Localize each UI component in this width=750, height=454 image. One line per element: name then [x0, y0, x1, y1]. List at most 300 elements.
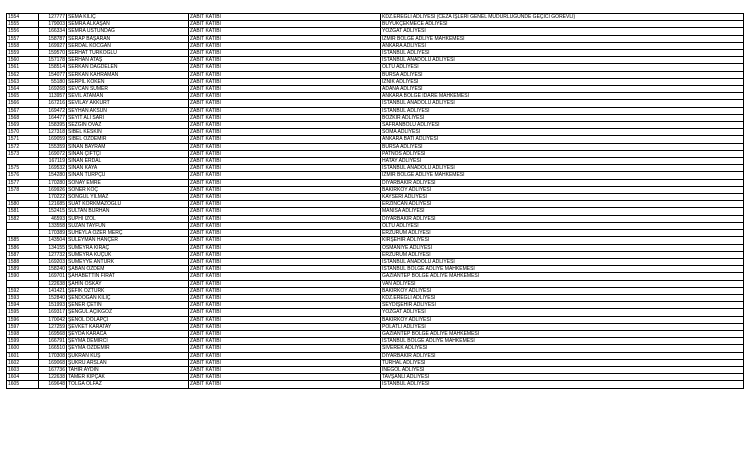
job-title-cell: ZABIT KATİBİ: [189, 345, 381, 352]
table-row: [7, 208, 744, 215]
registry-number-cell: 167736: [39, 366, 67, 373]
registry-number-cell: 169059: [39, 136, 67, 143]
person-name-cell: SİBEL ÖZDEMİR: [67, 136, 189, 143]
assignment-place-cell: BAKIRKÖY ADLİYESİ: [381, 287, 744, 294]
registry-number-cell: 151993: [39, 302, 67, 309]
job-title-cell: ZABIT KATİBİ: [189, 273, 381, 280]
assignment-place-cell: HATAY ADLİYESİ: [381, 158, 744, 165]
row-number-cell: 1564: [7, 86, 39, 93]
person-name-cell: SUAT KORKMAZOĞLU: [67, 201, 189, 208]
assignment-place-cell: İSTANBUL BÖLGE ADLİYE MAHKEMESİ: [381, 338, 744, 345]
row-number-cell: 1561: [7, 64, 39, 71]
registry-number-cell: 170280: [39, 179, 67, 186]
assignment-place-cell: ANKARA BÖLGE İDARE MAHKEMESİ: [381, 93, 744, 100]
row-number-cell: 1600: [7, 345, 39, 352]
person-name-cell: TAMER KIPÇAK: [67, 374, 189, 381]
assignment-place-cell: BOZKIR ADLİYESİ: [381, 114, 744, 121]
table-row: [7, 172, 744, 179]
assignment-place-cell: SAFRANBOLU ADLİYESİ: [381, 122, 744, 129]
table-row: [7, 338, 744, 345]
registry-number-cell: 170042: [39, 316, 67, 323]
job-title-cell: ZABIT KATİBİ: [189, 42, 381, 49]
row-number-cell: 1604: [7, 374, 39, 381]
row-number-cell: 1592: [7, 287, 39, 294]
assignment-place-cell: İSTANBUL ADLİYESİ: [381, 381, 744, 388]
assignment-place-cell: İZMİR BÖLGE ADLİYE MAHKEMESİ: [381, 172, 744, 179]
person-name-cell: SİNAN BAYRAM: [67, 143, 189, 150]
person-name-cell: SÜMEYRA KIRAÇ: [67, 244, 189, 251]
assignment-place-cell: İSTANBUL ANADOLU ADLİYESİ: [381, 258, 744, 265]
job-title-cell: ZABIT KATİBİ: [189, 35, 381, 42]
row-number-cell: 1603: [7, 366, 39, 373]
person-name-cell: SEYHAN AKSUN: [67, 107, 189, 114]
job-title-cell: ZABIT KATİBİ: [189, 158, 381, 165]
person-name-cell: ŞÜKRÜ ARSLAN: [67, 359, 189, 366]
person-name-cell: SEMRA USTUNDAĞ: [67, 28, 189, 35]
registry-number-cell: 143504: [39, 237, 67, 244]
person-name-cell: SERAP BAŞARAN: [67, 35, 189, 42]
assignment-place-cell: BÜYÜKÇEKMECE ADLİYESİ: [381, 21, 744, 28]
registry-number-cell: 122638: [39, 280, 67, 287]
assignment-place-cell: POLATLI ADLİYESİ: [381, 323, 744, 330]
table-row: [7, 201, 744, 208]
person-name-cell: SEYİT ALİ SARI: [67, 114, 189, 121]
table-row: [7, 251, 744, 258]
registry-number-cell: 169317: [39, 309, 67, 316]
row-number-cell: 1595: [7, 309, 39, 316]
registry-number-cell: 169926: [39, 186, 67, 193]
registry-number-cell: 152415: [39, 208, 67, 215]
person-name-cell: SERHAT TÜRKOĞLU: [67, 50, 189, 57]
assignment-place-cell: BURSA ADLİYESİ: [381, 143, 744, 150]
job-title-cell: ZABIT KATİBİ: [189, 230, 381, 237]
registry-number-cell: 166510: [39, 345, 67, 352]
row-number-cell: 1555: [7, 21, 39, 28]
table-row: [7, 42, 744, 49]
row-number-cell: 1599: [7, 338, 39, 345]
table-row: [7, 273, 744, 280]
person-name-cell: SİNAN TURPÇU: [67, 172, 189, 179]
table-row: [7, 194, 744, 201]
registry-number-cell: 158395: [39, 122, 67, 129]
registry-number-cell: 164477: [39, 114, 67, 121]
registry-number-cell: 113957: [39, 93, 67, 100]
job-title-cell: ZABIT KATİBİ: [189, 100, 381, 107]
registry-number-cell: 158240: [39, 266, 67, 273]
assignment-place-cell: İZMİR BÖLGE ADLİYE MAHKEMESİ: [381, 35, 744, 42]
person-name-cell: SİNAN ÇİFTÇİ: [67, 150, 189, 157]
person-name-cell: ŞENGÜL AÇIKGÖZ: [67, 309, 189, 316]
row-number-cell: 1582: [7, 215, 39, 222]
row-number-cell: 1566: [7, 100, 39, 107]
job-title-cell: ZABIT KATİBİ: [189, 251, 381, 258]
table-row: [7, 158, 744, 165]
table-row: [7, 258, 744, 265]
row-number-cell: 1568: [7, 114, 39, 121]
person-name-cell: ŞENDOĞAN KILIÇ: [67, 294, 189, 301]
job-title-cell: ZABIT KATİBİ: [189, 71, 381, 78]
person-name-cell: TAHİR AYDIN: [67, 366, 189, 373]
row-number-cell: 1596: [7, 316, 39, 323]
registry-number-cell: 170389: [39, 230, 67, 237]
job-title-cell: ZABIT KATİBİ: [189, 287, 381, 294]
person-name-cell: SÜHEYLA ÖZER MERÇ: [67, 230, 189, 237]
registry-number-cell: 152840: [39, 294, 67, 301]
person-name-cell: SERKAN KAHRAMAN: [67, 71, 189, 78]
assignment-place-cell: SEYDİŞEHİR ADLİYESİ: [381, 302, 744, 309]
person-name-cell: SÜMEYRA KÜÇÜK: [67, 251, 189, 258]
registry-number-cell: 170308: [39, 352, 67, 359]
assignment-place-cell: BURSA ADLİYESİ: [381, 71, 744, 78]
assignment-place-cell: ADANA ADLİYESİ: [381, 86, 744, 93]
assignment-place-cell: İSTANBUL ANADOLU ADLİYESİ: [381, 100, 744, 107]
registry-number-cell: 158514: [39, 64, 67, 71]
job-title-cell: ZABIT KATİBİ: [189, 330, 381, 337]
assignment-place-cell: TURHAL ADLİYESİ: [381, 359, 744, 366]
table-row: [7, 143, 744, 150]
assignment-place-cell: SOMA ADLİYESİ: [381, 129, 744, 136]
row-number-cell: [7, 194, 39, 201]
row-number-cell: 1580: [7, 201, 39, 208]
row-number-cell: 1581: [7, 208, 39, 215]
registry-number-cell: 154280: [39, 172, 67, 179]
table-row: [7, 330, 744, 337]
table-row: [7, 323, 744, 330]
job-title-cell: ZABIT KATİBİ: [189, 237, 381, 244]
assignment-place-cell: İSTANBUL ANADOLU ADLİYESİ: [381, 165, 744, 172]
row-number-cell: 1570: [7, 129, 39, 136]
person-name-cell: ŞAHİN OSKAY: [67, 280, 189, 287]
table-row: [7, 129, 744, 136]
row-number-cell: 1590: [7, 273, 39, 280]
job-title-cell: ZABIT KATİBİ: [189, 114, 381, 121]
registry-number-cell: 166791: [39, 338, 67, 345]
row-number-cell: 1575: [7, 165, 39, 172]
row-number-cell: 1557: [7, 35, 39, 42]
row-number-cell: 1586: [7, 244, 39, 251]
job-title-cell: ZABIT KATİBİ: [189, 338, 381, 345]
job-title-cell: ZABIT KATİBİ: [189, 50, 381, 57]
registry-number-cell: 159570: [39, 50, 67, 57]
person-name-cell: ŞEFİK ÖZTÜRK: [67, 287, 189, 294]
job-title-cell: ZABIT KATİBİ: [189, 374, 381, 381]
table-row: [7, 186, 744, 193]
row-number-cell: 1587: [7, 251, 39, 258]
person-name-cell: ŞENER ÇETİN: [67, 302, 189, 309]
row-number-cell: [7, 158, 39, 165]
table-body: [7, 14, 744, 389]
registry-number-cell: 169532: [39, 165, 67, 172]
person-name-cell: SONER KOÇ: [67, 186, 189, 193]
table-row: [7, 64, 744, 71]
row-number-cell: 1593: [7, 294, 39, 301]
person-name-cell: ŞABAN ÖZDEM: [67, 266, 189, 273]
job-title-cell: ZABIT KATİBİ: [189, 122, 381, 129]
person-name-cell: ŞEYMA DEMİRCİ: [67, 338, 189, 345]
table-row: [7, 78, 744, 85]
job-title-cell: ZABIT KATİBİ: [189, 359, 381, 366]
table-row: [7, 352, 744, 359]
person-name-cell: ŞEYDA KARACA: [67, 330, 189, 337]
job-title-cell: ZABIT KATİBİ: [189, 14, 381, 21]
job-title-cell: ZABIT KATİBİ: [189, 78, 381, 85]
table-row: [7, 374, 744, 381]
registry-number-cell: 127318: [39, 129, 67, 136]
row-number-cell: [7, 222, 39, 229]
row-number-cell: 1594: [7, 302, 39, 309]
table-row: [7, 381, 744, 388]
table-row: [7, 35, 744, 42]
person-name-cell: TOLGA OLFAZ: [67, 381, 189, 388]
table-row: [7, 359, 744, 366]
assignment-place-cell: BAKIRKÖY ADLİYESİ: [381, 186, 744, 193]
assignment-place-cell: ANKARA ADLİYESİ: [381, 42, 744, 49]
row-number-cell: [7, 280, 39, 287]
assignment-place-cell: VAN ADLİYESİ: [381, 280, 744, 287]
table-row: [7, 280, 744, 287]
registry-number-cell: 46593: [39, 215, 67, 222]
job-title-cell: ZABIT KATİBİ: [189, 352, 381, 359]
job-title-cell: ZABIT KATİBİ: [189, 143, 381, 150]
row-number-cell: 1589: [7, 266, 39, 273]
person-name-cell: SEVİLAY AKKURT: [67, 100, 189, 107]
person-name-cell: SONGÜL YILMAZ: [67, 194, 189, 201]
job-title-cell: ZABIT KATİBİ: [189, 21, 381, 28]
assignment-place-cell: YOZGAT ADLİYESİ: [381, 28, 744, 35]
job-title-cell: ZABIT KATİBİ: [189, 244, 381, 251]
registry-number-cell: 127259: [39, 323, 67, 330]
registry-number-cell: 169068: [39, 359, 67, 366]
row-number-cell: [7, 230, 39, 237]
person-name-cell: ŞEVKET KARATAY: [67, 323, 189, 330]
registry-number-cell: 169072: [39, 150, 67, 157]
table-row: [7, 302, 744, 309]
job-title-cell: ZABIT KATİBİ: [189, 93, 381, 100]
row-number-cell: 1597: [7, 323, 39, 330]
assignment-place-cell: MANİSA ADLİYESİ: [381, 208, 744, 215]
registry-number-cell: 158787: [39, 35, 67, 42]
table-row: [7, 100, 744, 107]
registry-number-cell: 167216: [39, 100, 67, 107]
table-row: [7, 150, 744, 157]
person-name-cell: SUZAN TAYFUN: [67, 222, 189, 229]
registry-number-cell: 167119: [39, 158, 67, 165]
assignment-place-cell: İZNİK ADLİYESİ: [381, 78, 744, 85]
person-name-cell: ŞÜKRAN KUŞ: [67, 352, 189, 359]
assignment-place-cell: KAYSERİ ADLİYESİ: [381, 194, 744, 201]
registry-number-cell: 122638: [39, 374, 67, 381]
job-title-cell: ZABIT KATİBİ: [189, 107, 381, 114]
person-name-cell: SİBEL KESKİN: [67, 129, 189, 136]
job-title-cell: ZABIT KATİBİ: [189, 201, 381, 208]
assignment-place-cell: ERZİNCAN ADLİYESİ: [381, 201, 744, 208]
person-name-cell: SÜLEYMAN HANÇER: [67, 237, 189, 244]
row-number-cell: 1605: [7, 381, 39, 388]
row-number-cell: 1578: [7, 186, 39, 193]
row-number-cell: 1598: [7, 330, 39, 337]
person-name-cell: SÜPHİ İZOL: [67, 215, 189, 222]
row-number-cell: 1585: [7, 237, 39, 244]
row-number-cell: 1567: [7, 107, 39, 114]
registry-number-cell: 55180: [39, 78, 67, 85]
table-row: [7, 309, 744, 316]
assignment-place-cell: YOZGAT ADLİYESİ: [381, 309, 744, 316]
assignment-place-cell: ERZURUM ADLİYESİ: [381, 251, 744, 258]
job-title-cell: ZABIT KATİBİ: [189, 316, 381, 323]
registry-number-cell: 169472: [39, 107, 67, 114]
table-row: [7, 50, 744, 57]
assignment-table: [6, 13, 744, 389]
job-title-cell: ZABIT KATİBİ: [189, 381, 381, 388]
row-number-cell: 1562: [7, 71, 39, 78]
person-name-cell: SEMRA ALKAŞAN: [67, 21, 189, 28]
assignment-place-cell: BAKIRKÖY ADLİYESİ: [381, 316, 744, 323]
row-number-cell: 1558: [7, 42, 39, 49]
row-number-cell: 1554: [7, 14, 39, 21]
job-title-cell: ZABIT KATİBİ: [189, 165, 381, 172]
job-title-cell: ZABIT KATİBİ: [189, 266, 381, 273]
table-row: [7, 28, 744, 35]
person-name-cell: SONAY EMRE: [67, 179, 189, 186]
registry-number-cell: 157178: [39, 57, 67, 64]
row-number-cell: 1569: [7, 122, 39, 129]
assignment-place-cell: DİYARBAKIR ADLİYESİ: [381, 179, 744, 186]
table-row: [7, 287, 744, 294]
person-name-cell: SERHAN ATAŞ: [67, 57, 189, 64]
job-title-cell: ZABIT KATİBİ: [189, 172, 381, 179]
job-title-cell: ZABIT KATİBİ: [189, 64, 381, 71]
person-name-cell: ŞAHABETTİN FIRAT: [67, 273, 189, 280]
person-name-cell: ŞEYMA ÖZDEMİR: [67, 345, 189, 352]
job-title-cell: ZABIT KATİBİ: [189, 186, 381, 193]
job-title-cell: ZABIT KATİBİ: [189, 366, 381, 373]
table-row: [7, 86, 744, 93]
row-number-cell: 1601: [7, 352, 39, 359]
job-title-cell: ZABIT KATİBİ: [189, 280, 381, 287]
table-row: [7, 122, 744, 129]
person-name-cell: SEVCAN SÜMER: [67, 86, 189, 93]
registry-number-cell: 169648: [39, 381, 67, 388]
registry-number-cell: 169927: [39, 42, 67, 49]
table-row: [7, 71, 744, 78]
table-row: [7, 57, 744, 64]
assignment-place-cell: SİVEREK ADLİYESİ: [381, 345, 744, 352]
table-row: [7, 316, 744, 323]
job-title-cell: ZABIT KATİBİ: [189, 258, 381, 265]
assignment-place-cell: İSTANBUL BÖLGE ADLİYE MAHKEMESİ: [381, 266, 744, 273]
registry-number-cell: 166334: [39, 28, 67, 35]
table-row: [7, 230, 744, 237]
row-number-cell: 1571: [7, 136, 39, 143]
table-row: [7, 222, 744, 229]
registry-number-cell: 170222: [39, 194, 67, 201]
row-number-cell: 1565: [7, 93, 39, 100]
job-title-cell: ZABIT KATİBİ: [189, 309, 381, 316]
table-row: [7, 345, 744, 352]
person-name-cell: SİNAN KAYA: [67, 165, 189, 172]
assignment-place-cell: OLTU ADLİYESİ: [381, 222, 744, 229]
job-title-cell: ZABIT KATİBİ: [189, 136, 381, 143]
table-row: [7, 93, 744, 100]
assignment-place-cell: KIRŞEHİR ADLİYESİ: [381, 237, 744, 244]
job-title-cell: ZABIT KATİBİ: [189, 194, 381, 201]
assignment-place-cell: KDZ.EREĞLİ ADLİYESİ (CEZA İŞLERİ GENEL MÜDÜRLÜĞÜNDE GEÇİCİ GÖREVLİ): [381, 14, 744, 21]
registry-number-cell: 179003: [39, 21, 67, 28]
table-row: [7, 179, 744, 186]
row-number-cell: 1588: [7, 258, 39, 265]
row-number-cell: 1563: [7, 78, 39, 85]
assignment-place-cell: İSTANBUL ADLİYESİ: [381, 50, 744, 57]
job-title-cell: ZABIT KATİBİ: [189, 208, 381, 215]
assignment-place-cell: KDZ.EREĞLİ ADLİYESİ: [381, 294, 744, 301]
row-number-cell: 1572: [7, 143, 39, 150]
registry-number-cell: 133558: [39, 222, 67, 229]
assignment-place-cell: ANKARA BATI ADLİYESİ: [381, 136, 744, 143]
registry-number-cell: 169268: [39, 86, 67, 93]
person-name-cell: SEZGİN OVAZ: [67, 122, 189, 129]
job-title-cell: ZABIT KATİBİ: [189, 215, 381, 222]
assignment-place-cell: GAZİANTEP BÖLGE ADLİYE MAHKEMESİ: [381, 273, 744, 280]
job-title-cell: ZABIT KATİBİ: [189, 57, 381, 64]
row-number-cell: 1576: [7, 172, 39, 179]
registry-number-cell: 121685: [39, 201, 67, 208]
row-number-cell: 1559: [7, 50, 39, 57]
person-name-cell: SİNAN ERDAL: [67, 158, 189, 165]
table-row: [7, 266, 744, 273]
job-title-cell: ZABIT KATİBİ: [189, 294, 381, 301]
table-row: [7, 366, 744, 373]
person-name-cell: SERKAN DAĞDELEN: [67, 64, 189, 71]
row-number-cell: 1560: [7, 57, 39, 64]
table-row: [7, 237, 744, 244]
row-number-cell: 1556: [7, 28, 39, 35]
row-number-cell: 1573: [7, 150, 39, 157]
row-number-cell: 1602: [7, 359, 39, 366]
person-name-cell: SEVİL ATAMAN: [67, 93, 189, 100]
registry-number-cell: 141421: [39, 287, 67, 294]
registry-number-cell: 134155: [39, 244, 67, 251]
assignment-place-cell: PATNOS ADLİYESİ: [381, 150, 744, 157]
assignment-place-cell: ERZURUM ADLİYESİ: [381, 230, 744, 237]
person-name-cell: SEMA KILIÇ: [67, 14, 189, 21]
row-number-cell: 1577: [7, 179, 39, 186]
person-name-cell: ŞENOL DOLAPÇI: [67, 316, 189, 323]
job-title-cell: ZABIT KATİBİ: [189, 323, 381, 330]
assignment-place-cell: İSTANBUL ANADOLU ADLİYESİ: [381, 57, 744, 64]
job-title-cell: ZABIT KATİBİ: [189, 86, 381, 93]
table-row: [7, 215, 744, 222]
assignment-place-cell: DİYARBAKIR ADLİYESİ: [381, 215, 744, 222]
assignment-place-cell: OLTU ADLİYESİ: [381, 64, 744, 71]
table-row: [7, 244, 744, 251]
registry-number-cell: 155359: [39, 143, 67, 150]
table-row: [7, 14, 744, 21]
table-row: [7, 136, 744, 143]
table-row: [7, 114, 744, 121]
table-row: [7, 107, 744, 114]
assignment-place-cell: OSMANİYE ADLİYESİ: [381, 244, 744, 251]
job-title-cell: ZABIT KATİBİ: [189, 302, 381, 309]
job-title-cell: ZABIT KATİBİ: [189, 179, 381, 186]
assignment-place-cell: GAZİANTEP BÖLGE ADLİYE MAHKEMESİ: [381, 330, 744, 337]
person-name-cell: SERPİL KÖKEN: [67, 78, 189, 85]
person-name-cell: SERDAL KOCGAN: [67, 42, 189, 49]
job-title-cell: ZABIT KATİBİ: [189, 222, 381, 229]
assignment-place-cell: İSTANBUL ADLİYESİ: [381, 107, 744, 114]
registry-number-cell: 169568: [39, 330, 67, 337]
assignment-place-cell: İNEGÖL ADLİYESİ: [381, 366, 744, 373]
job-title-cell: ZABIT KATİBİ: [189, 150, 381, 157]
